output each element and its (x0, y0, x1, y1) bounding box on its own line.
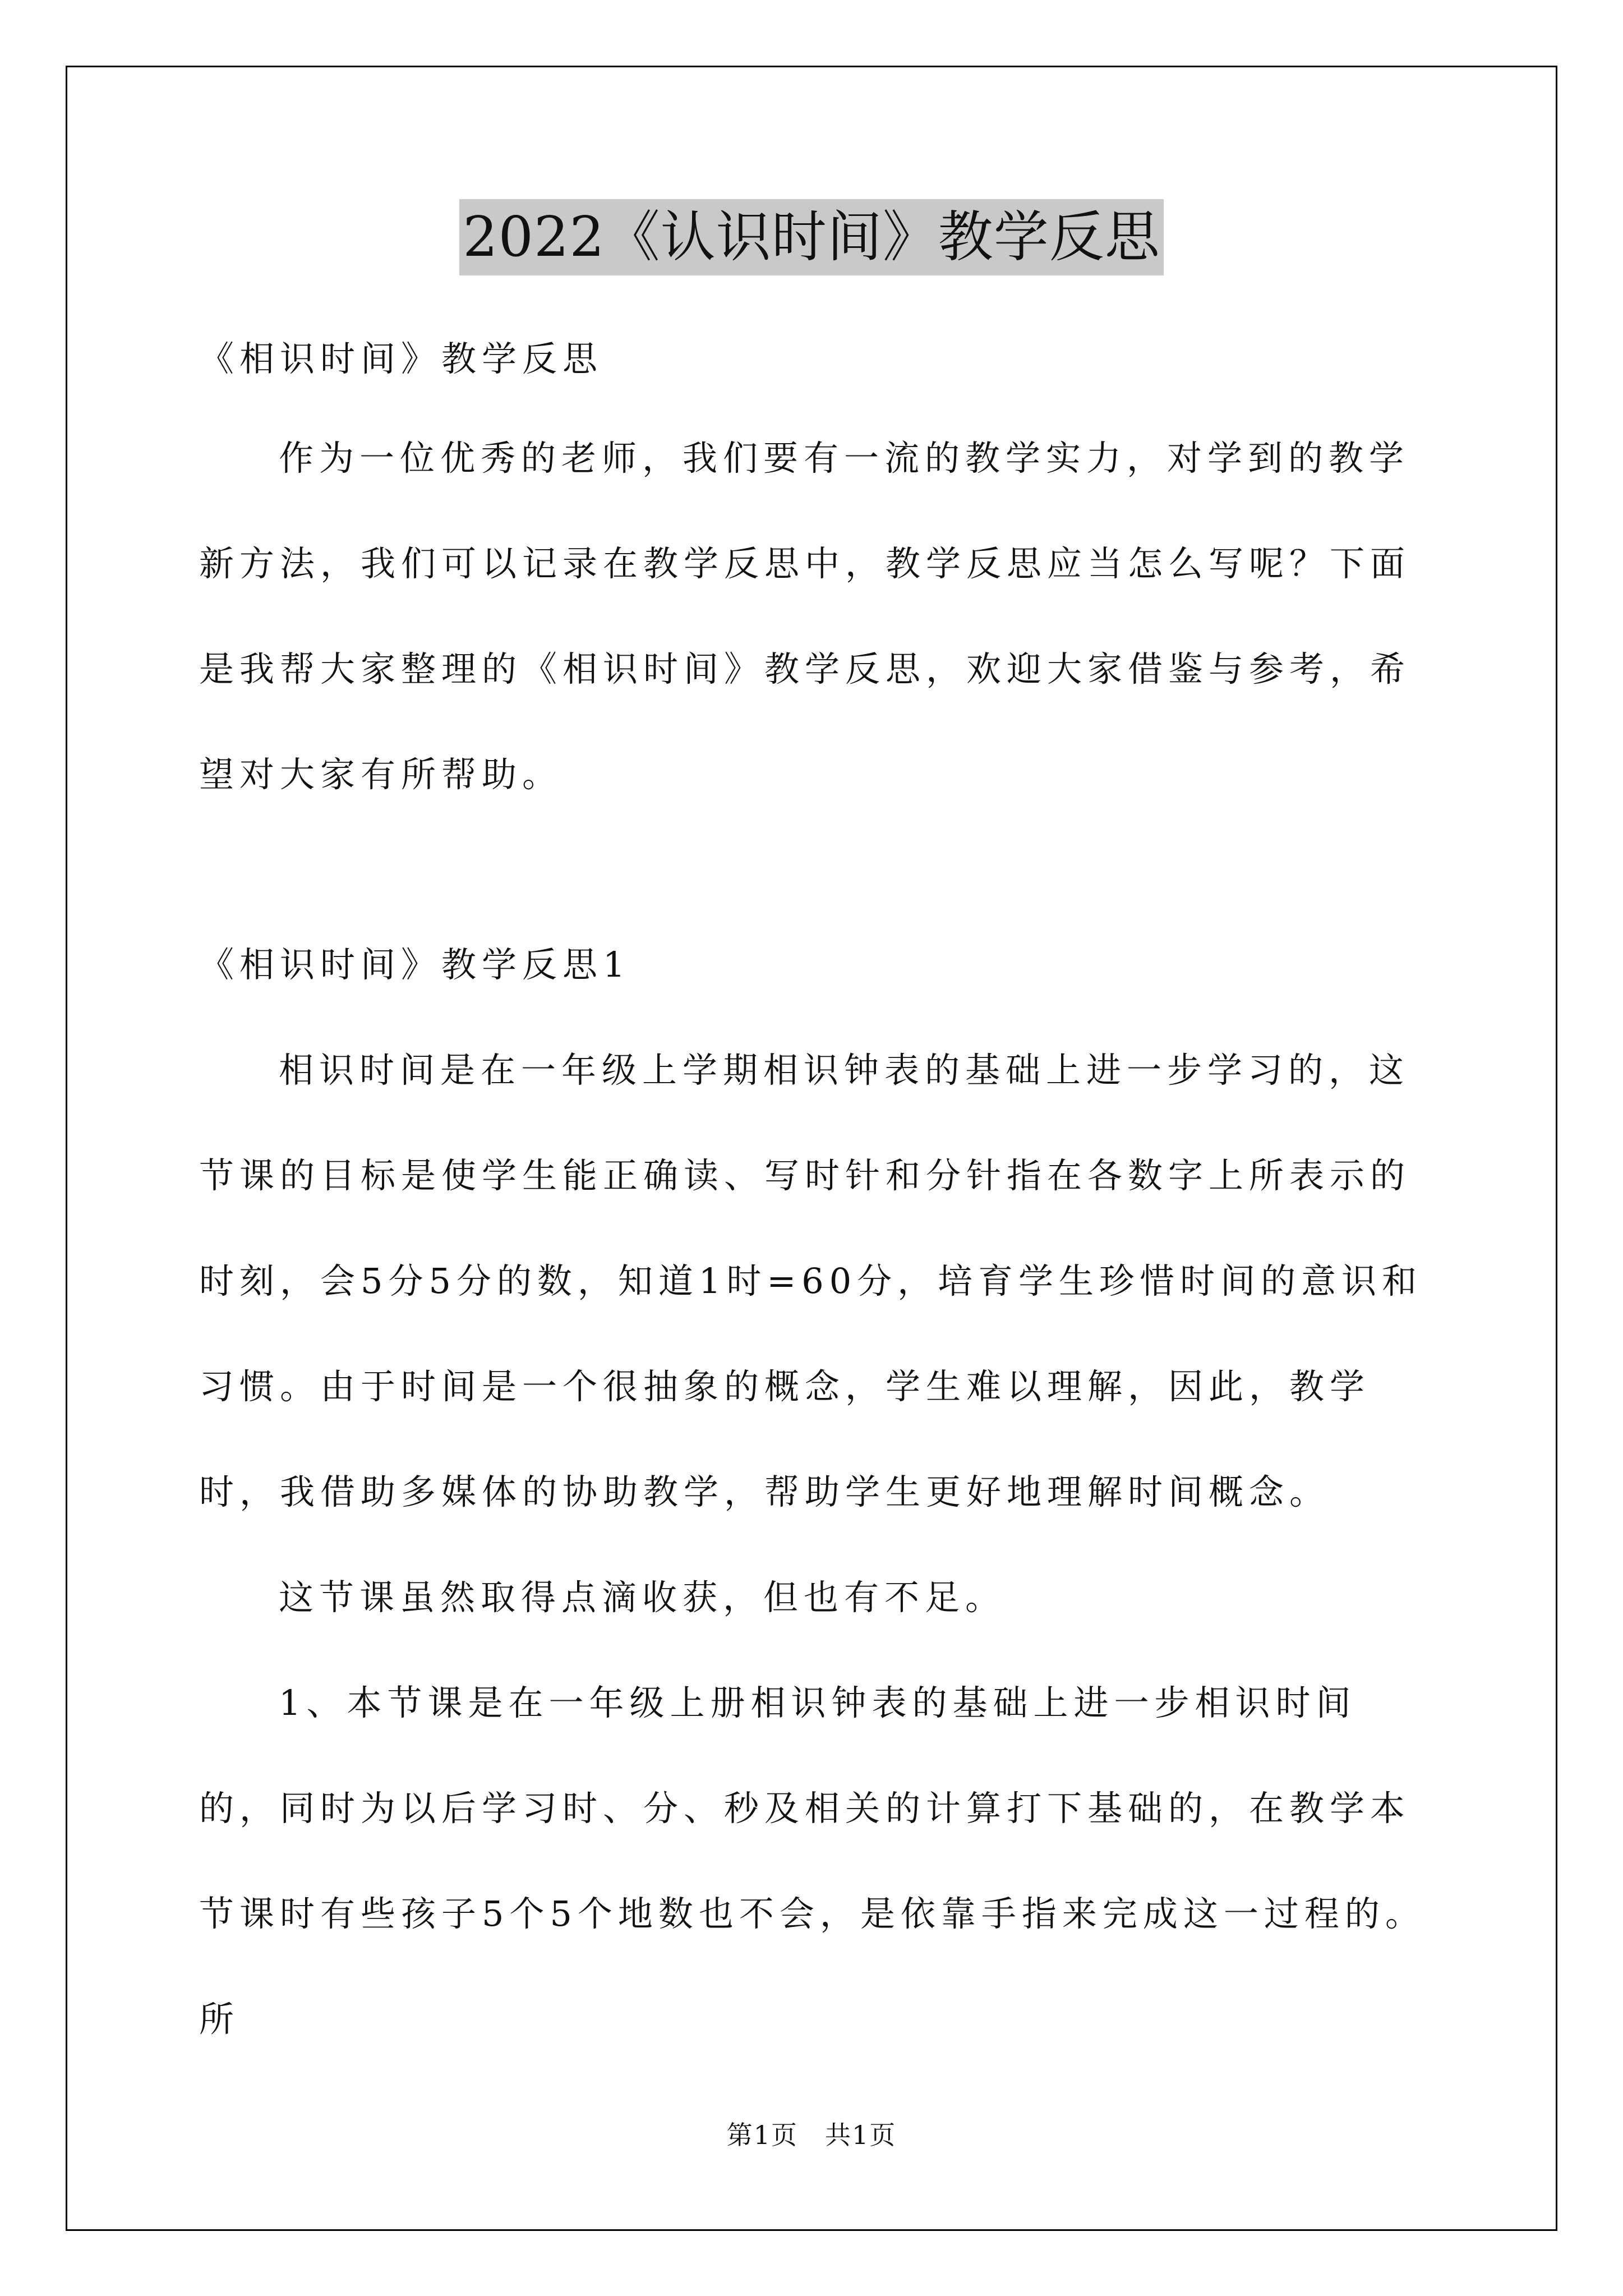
page-footer (0, 2115, 1623, 2152)
section1-paragraph-3: 1、本节课是在一年级上册相识钟表的基础上进一步相识时间的，同时为以后学习时、分、秒及相关的计算打下基础的，在教学本节课时有些孩子5个5个地数也不会，是依靠手指来完成这一过程的。所 (199, 1682, 1426, 2040)
document-body (199, 337, 1433, 2072)
section1-heading (199, 942, 1433, 987)
section1-paragraph-1: 相识时间是在一年级上学期相识钟表的基础上进一步学习的，这节课的目标是使学生能正确读、写时针和分针指在各数字上所表示的时刻，会5分5分的数，知道1时=60分，培育学生珍惜时间的意识和习惯。由于时间是一个很抽象的概念，学生难以理解，因此，教学时，我借助多媒体的协助教学，帮助学生更好地理解时间概念。 (199, 1050, 1423, 1512)
intro-heading (199, 337, 1433, 381)
section1-paragraph-2: 这节课虽然取得点滴收获，但也有不足。 (279, 1577, 1006, 1618)
title-container (0, 199, 1623, 275)
intro-heading-text: 《相识时间》教学反思 (199, 338, 603, 379)
page-number: 第1页 共1页 (726, 2120, 897, 2150)
document-title: 2022《认识时间》教学反思 (459, 199, 1163, 275)
section1-heading-text: 《相识时间》教学反思1 (199, 944, 631, 985)
intro-paragraph: 作为一位优秀的老师，我们要有一流的教学实力，对学到的教学新方法，我们可以记录在教学反思中，教学反思应当怎么写呢？下面是我帮大家整理的《相识时间》教学反思，欢迎大家借鉴与参考，希望对大家有所帮助。 (199, 438, 1411, 795)
